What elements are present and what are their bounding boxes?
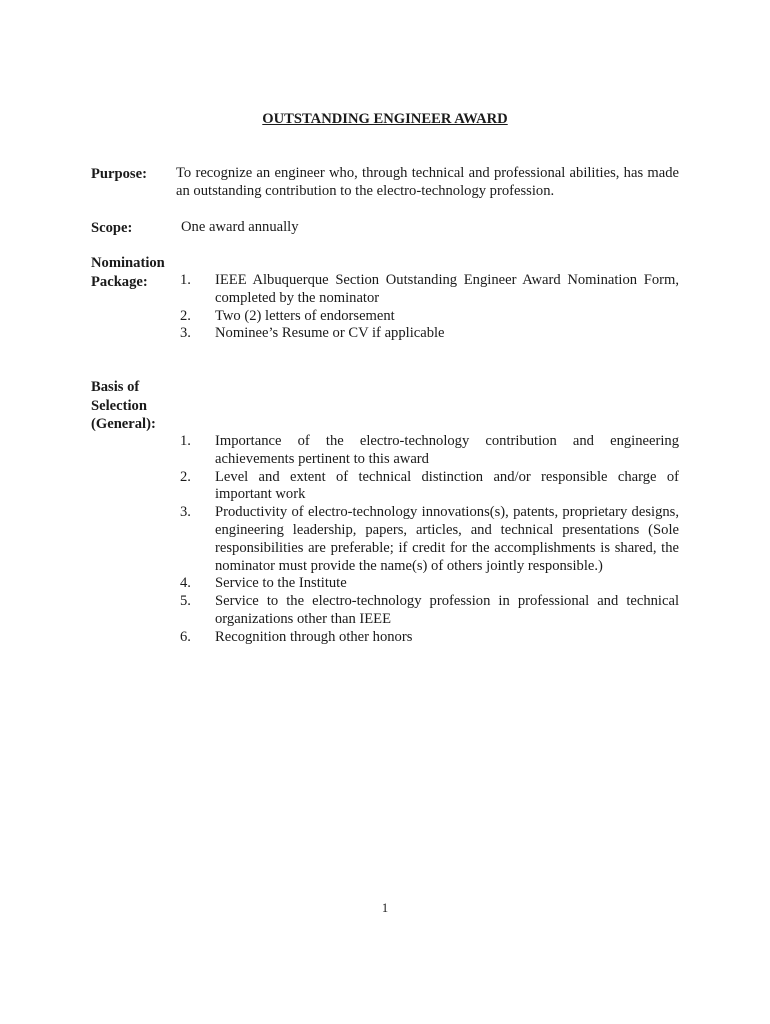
selection-item (180, 433, 679, 469)
selection-item (180, 593, 679, 629)
selection-item-number: 1. (180, 433, 191, 449)
selection-item-text: Productivity of electro-technology innovations(s), patents, proprietary designs, engineering leadership, papers, articles, and technical presentations (Sole responsibilities are preferable; if credit for the accomplishments is shared, the nominator must provide the name(s) of others jointly responsible.) (215, 504, 679, 574)
selection-item-number: 4. (180, 575, 191, 592)
purpose-text: To recognize an engineer who, through technical and professional abilities, has made an outstanding contribution to the electro-technology profession. (176, 165, 679, 199)
nomination-item-text: Nominee’s Resume or CV if applicable (215, 325, 445, 342)
selection-item-text: Service to the Institute (215, 575, 347, 592)
page-number: 1 (381, 901, 389, 915)
selection-item-number: 6. (180, 628, 191, 645)
selection-item (180, 575, 679, 593)
scope-text: One award annually (181, 219, 299, 235)
nomination-list (180, 272, 679, 343)
purpose-label: Purpose: (91, 166, 147, 182)
nomination-item-text: IEEE Albuquerque Section Outstanding Engineer Award Nomination Form, completed by the nominator (215, 272, 679, 306)
selection-label-line3: (General): (91, 416, 156, 432)
nomination-label (91, 254, 165, 291)
nomination-item (180, 308, 679, 326)
selection-item-text: Level and extent of technical distinction and/or responsible charge of important work (215, 468, 679, 503)
nomination-item-number: 2. (180, 307, 191, 324)
nomination-item-number: 1. (180, 272, 191, 288)
selection-item-text: Service to the electro-technology profession in professional and technical organizations other than IEEE (215, 593, 679, 627)
selection-list (180, 433, 679, 647)
selection-item (180, 629, 679, 647)
scope-label: Scope: (91, 220, 133, 236)
nomination-item (180, 325, 679, 343)
selection-label-line2: Selection (91, 397, 147, 414)
selection-item-number: 5. (180, 593, 191, 610)
selection-item-number: 2. (180, 468, 191, 485)
selection-label (91, 378, 156, 434)
page-title: OUTSTANDING ENGINEER AWARD (262, 111, 508, 127)
nomination-item-number: 3. (180, 325, 191, 342)
selection-item (180, 504, 679, 575)
nomination-label-line1: Nomination (91, 255, 165, 271)
nomination-label-line2: Package: (91, 273, 148, 290)
selection-item-number: 3. (180, 504, 191, 521)
selection-item-text: Recognition through other honors (215, 628, 413, 645)
selection-label-line1: Basis of (91, 379, 140, 395)
selection-item (180, 469, 679, 505)
nomination-item (180, 272, 679, 308)
selection-item-text: Importance of the electro-technology contribution and engineering achievements pertinent to this award (215, 433, 679, 467)
nomination-item-text: Two (2) letters of endorsement (215, 307, 395, 324)
